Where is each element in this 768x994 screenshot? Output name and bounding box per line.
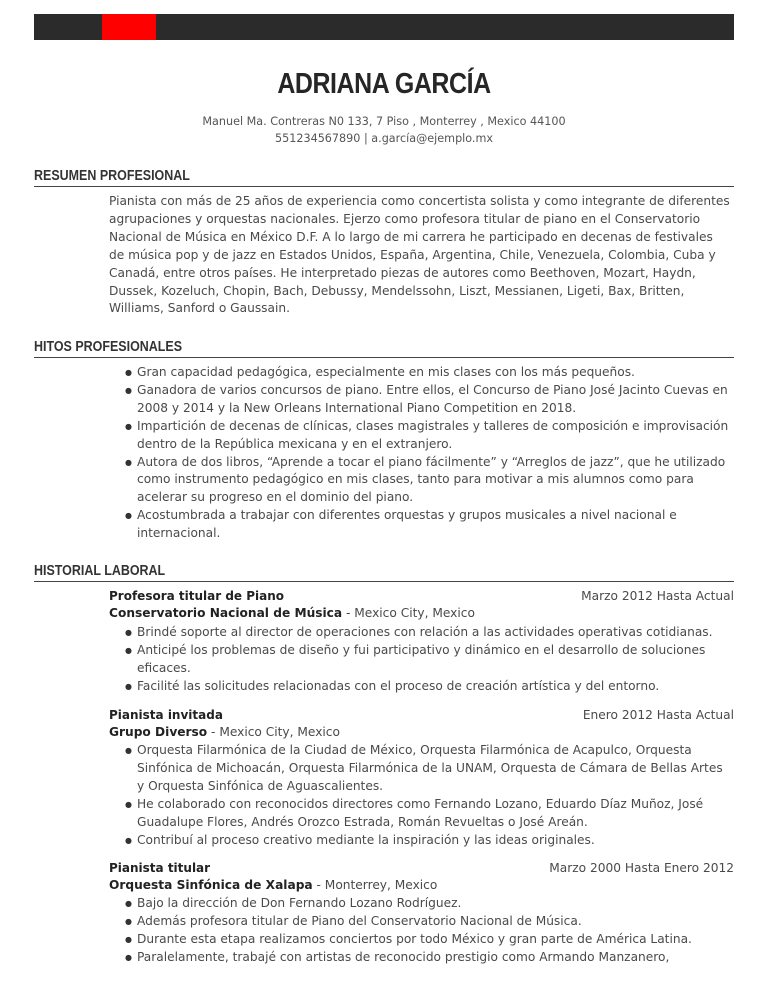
candidate-name: ADRIANA GARCÍA <box>277 68 491 100</box>
job-bullets <box>109 624 733 696</box>
header-bar <box>34 14 734 40</box>
address-line: Manuel Ma. Contreras N0 133, 7 Piso , Monterrey , Mexico 44100 <box>202 115 566 128</box>
job-title: Profesora titular de Piano <box>109 589 285 603</box>
job-dates: Marzo 2012 Hasta Actual <box>581 589 734 603</box>
job-dates: Marzo 2000 Hasta Enero 2012 <box>549 861 734 875</box>
list-item: ● Gran capacidad pedagógica, especialmente en mis clases con los más pequeños. <box>109 364 733 382</box>
list-item: ● Bajo la dirección de Don Fernando Lozano Rodríguez. <box>109 895 733 913</box>
header-accent <box>102 14 156 40</box>
list-item: ● Paralelamente, trabajé con artistas de reconocido prestigio como Armando Manzanero, <box>109 949 733 967</box>
list-item: ● Orquesta Filarmónica de la Ciudad de México, Orquesta Filarmónica de Acapulco, Orquesta Sinfónica de Michoacán, Orquesta Filarmónica de la UNAM, Orquesta de Cámara de Bellas Artes y Orquesta Sinfónica de Aguascalientes. <box>109 742 733 796</box>
list-item: ● Impartición de decenas de clínicas, clases magistrales y talleres de composición e improvisación dentro de la República mexicana y en el extranjero. <box>109 418 733 454</box>
summary-heading: RESUMEN PROFESIONAL <box>34 166 734 187</box>
job-bullets <box>109 742 733 849</box>
job-dates: Enero 2012 Hasta Actual <box>582 708 734 722</box>
job-organization: Orquesta Sinfónica de Xalapa - Monterrey, Mexico <box>109 878 438 892</box>
list-item: ● Anticipé los problemas de diseño y fui participativo y dinámico en el desarrollo de soluciones eficaces. <box>109 642 733 678</box>
list-item: ● Durante esta etapa realizamos conciertos por todo México y gran parte de América Latina. <box>109 931 733 949</box>
list-item: ● Ganadora de varios concursos de piano. Entre ellos, el Concurso de Piano José Jacinto Cuevas en 2008 y 2014 y la New Orleans International Piano Competition en 2018. <box>109 382 733 418</box>
job-title: Pianista titular <box>109 861 211 875</box>
list-item: ● Contribuí al proceso creativo mediante la inspiración y las ideas originales. <box>109 832 733 850</box>
job-bullets <box>109 895 733 967</box>
history-heading: HISTORIAL LABORAL <box>34 561 734 582</box>
list-item: ● He colaborado con reconocidos directores como Fernando Lozano, Eduardo Díaz Muñoz, José Guadalupe Flores, Andrés Orozco Estrada, Román Revueltas o José Areán. <box>109 796 733 832</box>
summary-text: Pianista con más de 25 años de experiencia como concertista solista y como integrante de diferentes agrupaciones y orquestas nacionales. Ejerzo como profesora titular de piano en el Conservatorio Nacional de Música en México D.F. A lo largo de mi carrera he participado en decenas de festivales de música pop y de jazz en Estados Unidos, España, Argentina, Chile, Venezuela, Colombia, Cuba y Canadá, entre otros países. He interpretado piezas de autores como Beethoven, Mozart, Haydn, Dussek, Kozeluch, Chopin, Bach, Debussy, Mendelssohn, Liszt, Messianen, Ligeti, Bax, Britten, Williams, Sanford o Gaussain. <box>109 194 730 316</box>
list-item: ● Facilité las solicitudes relacionadas con el proceso de creación artística y del entorno. <box>109 678 733 696</box>
highlights-list <box>109 364 733 543</box>
list-item: ● Autora de dos libros, “Aprende a tocar el piano fácilmente” y “Arreglos de jazz”, que he utilizado como instrumento pedagógico en mis clases, tanto para motivar a mis alumnos como para acelerar su progreso en el dominio del piano. <box>109 454 733 508</box>
list-item: ● Acostumbrada a trabajar con diferentes orquestas y grupos musicales a nivel nacional e internacional. <box>109 507 733 543</box>
job-organization: Conservatorio Nacional de Música - Mexico City, Mexico <box>109 606 475 620</box>
list-item: ● Brindé soporte al director de operaciones con relación a las actividades operativas cotidianas. <box>109 624 733 642</box>
highlights-heading: HITOS PROFESIONALES <box>34 337 734 358</box>
job-organization: Grupo Diverso - Mexico City, Mexico <box>109 725 340 739</box>
contact-line: 551234567890 | a.garcía@ejemplo.mx <box>274 132 494 145</box>
job-title: Pianista invitada <box>109 708 223 722</box>
list-item: ● Además profesora titular de Piano del Conservatorio Nacional de Música. <box>109 913 733 931</box>
